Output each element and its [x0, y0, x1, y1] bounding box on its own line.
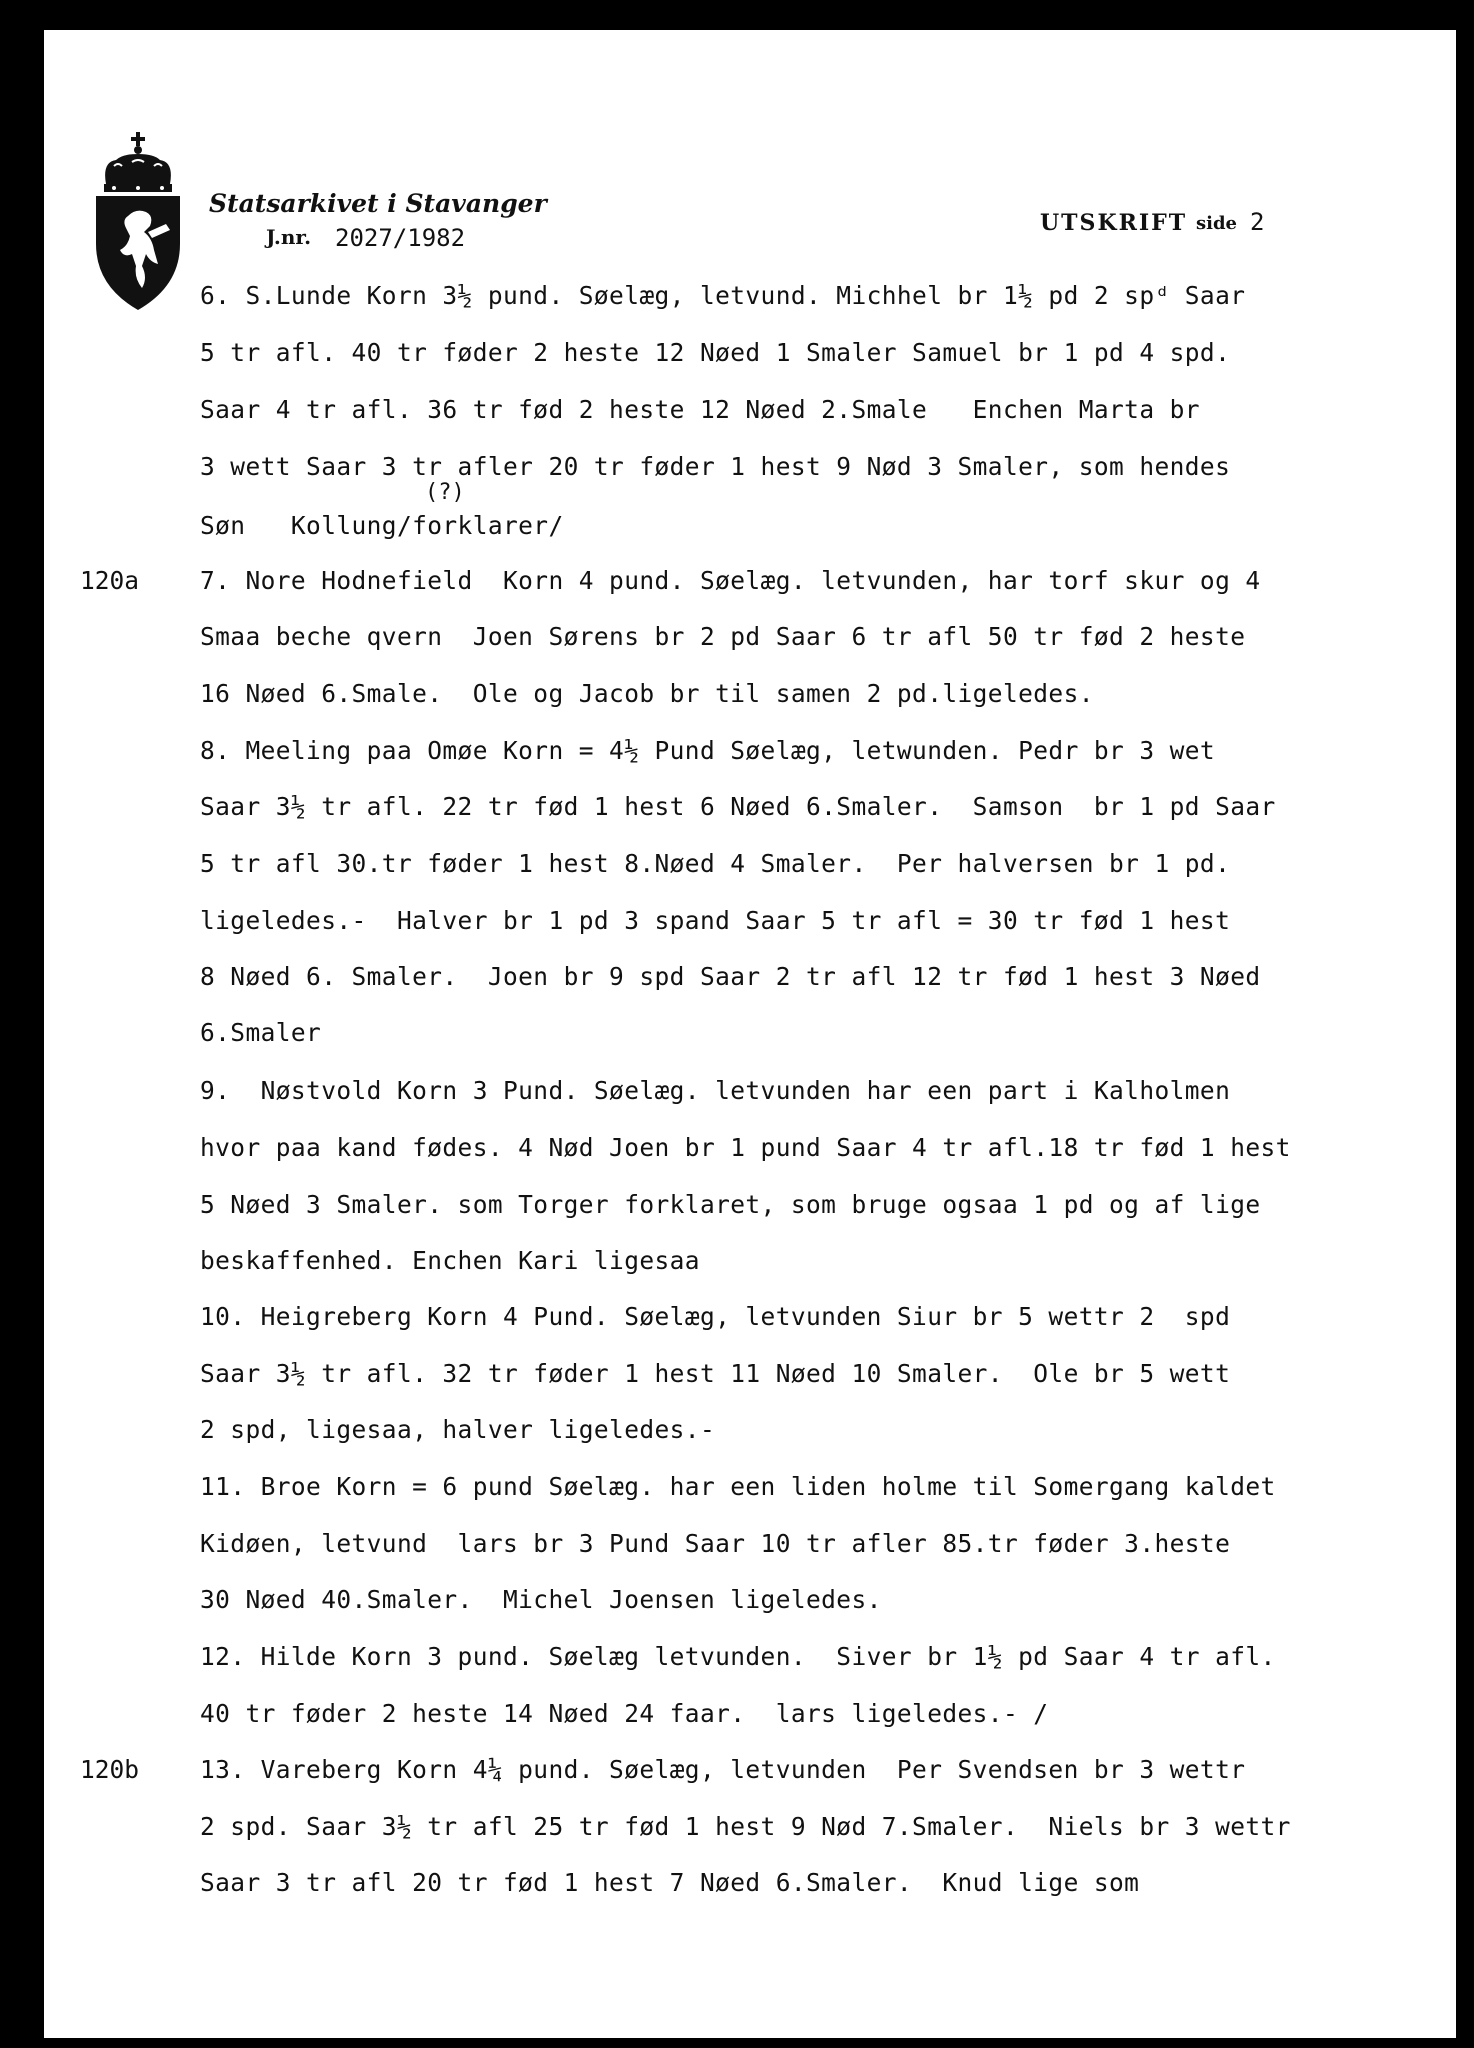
- text-line: 10. Heigreberg Korn 4 Pund. Søelæg, letvunden Siur br 5 wettr 2 spd: [200, 1302, 1231, 1331]
- text-line: 9. Nøstvold Korn 3 Pund. Søelæg. letvunden har een part i Kalholmen: [200, 1076, 1231, 1105]
- text-line: hvor paa kand fødes. 4 Nød Joen br 1 pund Saar 4 tr afl.18 tr fød 1 hest: [200, 1133, 1291, 1162]
- document-type-label: UTSKRIFT: [1040, 210, 1188, 236]
- text-line: 6.Smaler: [200, 1018, 322, 1047]
- text-line: 12. Hilde Korn 3 pund. Søelæg letvunden. Siver br 1½ pd Saar 4 tr afl.: [200, 1642, 1276, 1671]
- text-line: 8. Meeling paa Omøe Korn = 4½ Pund Søelæg, letwunden. Pedr br 3 wet: [200, 736, 1216, 765]
- text-line: ligeledes.- Halver br 1 pd 3 spand Saar 5 tr afl = 30 tr fød 1 hest: [200, 906, 1231, 935]
- side-label: side: [1196, 213, 1238, 234]
- jnr-value: 2027/1982: [335, 224, 466, 252]
- text-line: Saar 3½ tr afl. 32 tr føder 1 hest 11 Nøed 10 Smaler. Ole br 5 wett: [200, 1359, 1231, 1388]
- text-line: 7. Nore Hodnefield Korn 4 pund. Søelæg. letvunden, har torf skur og 4: [200, 566, 1261, 595]
- archive-name: Statsarkivet i Stavanger: [209, 189, 547, 218]
- margin-note-120a: 120a: [80, 566, 140, 595]
- text-line: 16 Nøed 6.Smale. Ole og Jacob br til samen 2 pd.ligeledes.: [200, 679, 1094, 708]
- text-line: Saar 3 tr afl 20 tr fød 1 hest 7 Nøed 6.Smaler. Knud lige som: [200, 1868, 1140, 1897]
- text-line: Saar 4 tr afl. 36 tr fød 2 heste 12 Nøed 2.Smale Enchen Marta br: [200, 395, 1200, 424]
- text-line: 8 Nøed 6. Smaler. Joen br 9 spd Saar 2 tr afl 12 tr fød 1 hest 3 Nøed: [200, 962, 1261, 991]
- text-line: 2 spd, ligesaa, halver ligeledes.-: [200, 1415, 716, 1444]
- norwegian-coat-of-arms-icon: [92, 132, 184, 312]
- text-line: 3 wett Saar 3 tr afler 20 tr føder 1 hest 9 Nød 3 Smaler, som hendes: [200, 452, 1231, 481]
- jnr-label: J.nr.: [266, 225, 312, 249]
- text-line: 5 Nøed 3 Smaler. som Torger forklaret, som bruge ogsaa 1 pd og af lige: [200, 1190, 1261, 1219]
- text-line: 30 Nøed 40.Smaler. Michel Joensen ligeledes.: [200, 1585, 882, 1614]
- text-line: 5 tr afl. 40 tr føder 2 heste 12 Nøed 1 Smaler Samuel br 1 pd 4 spd.: [200, 338, 1231, 367]
- text-line: 11. Broe Korn = 6 pund Søelæg. har een liden holme til Somergang kaldet: [200, 1472, 1276, 1501]
- text-line: 2 spd. Saar 3½ tr afl 25 tr fød 1 hest 9 Nød 7.Smaler. Niels br 3 wettr: [200, 1812, 1291, 1841]
- text-line: 13. Vareberg Korn 4¼ pund. Søelæg, letvunden Per Svendsen br 3 wettr: [200, 1755, 1246, 1784]
- text-line: Smaa beche qvern Joen Sørens br 2 pd Saar 6 tr afl 50 tr fød 2 heste: [200, 622, 1246, 651]
- handwritten-annotation: (?): [425, 480, 465, 505]
- page-number: 2: [1250, 208, 1265, 236]
- text-line: Kidøen, letvund lars br 3 Pund Saar 10 tr afler 85.tr føder 3.heste: [200, 1529, 1231, 1558]
- text-line: Søn Kollung/forklarer/: [200, 511, 564, 540]
- text-line: 5 tr afl 30.tr føder 1 hest 8.Nøed 4 Smaler. Per halversen br 1 pd.: [200, 849, 1231, 878]
- text-line: 40 tr føder 2 heste 14 Nøed 24 faar. lars ligeledes.- /: [200, 1699, 1049, 1728]
- text-line: 6. S.Lunde Korn 3½ pund. Søelæg, letvund. Michhel br 1½ pd 2 spᵈ Saar: [200, 281, 1246, 310]
- text-line: beskaffenhed. Enchen Kari ligesaa: [200, 1246, 700, 1275]
- margin-note-120b: 120b: [80, 1755, 140, 1784]
- text-line: Saar 3½ tr afl. 22 tr fød 1 hest 6 Nøed 6.Smaler. Samson br 1 pd Saar: [200, 792, 1276, 821]
